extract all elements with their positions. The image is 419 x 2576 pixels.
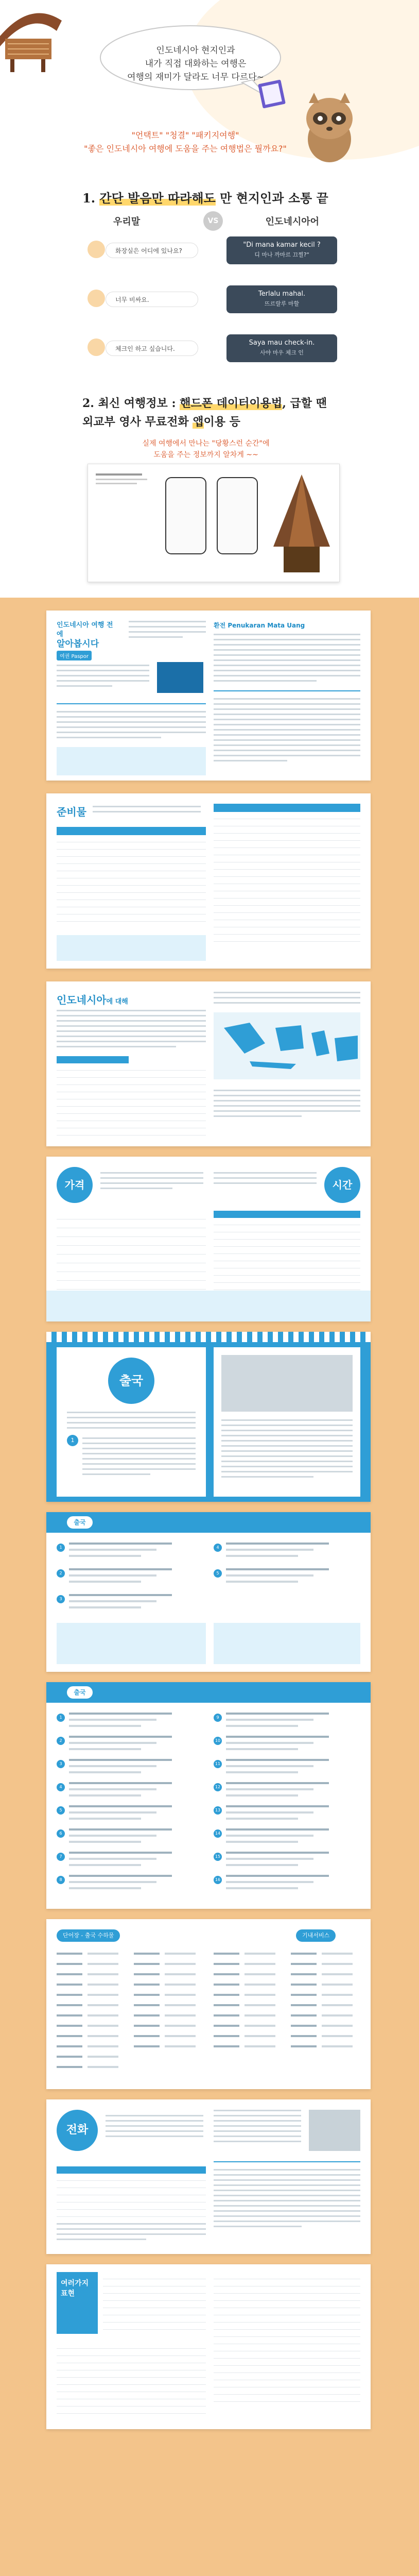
checklist-title: 준비물 xyxy=(57,806,86,818)
face-icon xyxy=(88,338,105,356)
vocab-box xyxy=(214,1623,360,1664)
phrase-item xyxy=(88,234,345,265)
phone-mockup xyxy=(165,477,206,554)
exchange-text-placeholder xyxy=(214,634,360,685)
phone-title: 전화 xyxy=(57,2110,98,2151)
phrase-indonesian: Saya mau check-in. 사야 마우 체크 인 xyxy=(226,334,337,362)
time-table xyxy=(214,1211,360,1290)
app-preview-card xyxy=(88,464,340,582)
guide-page-before-travel xyxy=(46,611,371,781)
phrase-korean: 너무 비싸요. xyxy=(106,292,198,307)
exchange-title: 환전 Penukaran Mata Uang xyxy=(214,622,305,629)
checklist-table xyxy=(57,827,206,922)
expression-table-3 xyxy=(214,2272,360,2402)
checklist-intro-placeholder xyxy=(93,806,201,816)
phrase-row: 5 xyxy=(57,1803,196,1824)
guide-page-price-time xyxy=(46,1157,371,1321)
vocab-box xyxy=(57,1623,206,1664)
phrase-row: 15 xyxy=(214,1850,353,1870)
inflight-label: 기내서비스 xyxy=(296,1929,336,1942)
phrase-row: 7 xyxy=(57,1850,196,1870)
dialogue-row: 2 xyxy=(57,1566,196,1587)
guide-page-about-indonesia xyxy=(46,981,371,1146)
guide-page-departure-dialogue xyxy=(46,1512,371,1672)
phrase-list xyxy=(88,234,345,379)
expression-table-2 xyxy=(57,2342,206,2414)
phone-photo xyxy=(309,2110,360,2151)
dialogue-row: 1 xyxy=(57,1540,196,1561)
dialogue-row: 4 xyxy=(214,1540,353,1561)
section2-title: 2. 최신 여행정보 : 핸드폰 데이터이용법, 급할 땐 외교부 영사 무료전화 앱이용 등 xyxy=(82,397,327,429)
info-text-placeholder xyxy=(214,992,360,1007)
section2-subtitle: 실제 여행에서 만나는 "당황스런 순간"에 도움을 주는 정보까지 알차게 ~~ xyxy=(142,439,270,459)
phone-intro-placeholder xyxy=(106,2115,203,2141)
face-icon xyxy=(88,290,105,307)
phrase-row: 3 xyxy=(57,1757,196,1777)
guide-page-expressions xyxy=(46,2264,371,2429)
step-badge: 1 xyxy=(67,1435,78,1446)
intro-text-placeholder xyxy=(129,621,206,641)
passport-image xyxy=(157,662,203,693)
about-text-placeholder xyxy=(57,1010,206,1051)
guide-page-phone xyxy=(46,2099,371,2254)
phrase-row: 16 xyxy=(214,1873,353,1893)
section-label: 출국 xyxy=(67,1686,93,1699)
phrase-row: 8 xyxy=(57,1873,196,1893)
raccoon-character-icon xyxy=(299,88,360,165)
about-indonesia-title: 인도네시아에 대해 xyxy=(57,994,128,1006)
phrase-row: 12 xyxy=(214,1780,353,1801)
book-icon xyxy=(255,77,291,108)
guide-page-departure-phrases xyxy=(46,1682,371,1909)
country-info-table xyxy=(57,1056,206,1136)
dialogue-row: 5 xyxy=(214,1566,353,1587)
hero-quote: "언택트" "청결" "패키지여행" "좋은 인도네시아 여행에 도움을 주는 여행법은 뭘까요?" xyxy=(84,130,287,154)
price-phrase-list xyxy=(57,1211,206,1290)
section1-title: 1. 간단 발음만 따라해도 만 현지인과 소통 끝 xyxy=(82,191,328,206)
guide-page-vocabulary xyxy=(46,1919,371,2089)
time-title: 시간 xyxy=(324,1167,360,1203)
page-right-column xyxy=(214,621,363,630)
phrase-indonesian: Terlalu mahal. 뜨르랄루 마할 xyxy=(226,285,337,313)
page-right-column xyxy=(214,1347,360,1497)
phrase-row: 14 xyxy=(214,1826,353,1847)
section-label: 출국 xyxy=(67,1516,93,1529)
tower-house-illustration xyxy=(268,469,335,578)
note-box xyxy=(57,935,206,961)
checklist-table-2 xyxy=(214,804,360,942)
airport-photo xyxy=(221,1355,353,1412)
traditional-house-icon xyxy=(0,0,62,72)
phrase-row: 2 xyxy=(57,1734,196,1754)
phrase-row: 4 xyxy=(57,1780,196,1801)
visa-text-placeholder xyxy=(57,711,206,742)
phone-right-placeholder xyxy=(214,2110,301,2146)
phrase-row: 9 xyxy=(214,1710,353,1731)
page-left-column xyxy=(57,621,206,659)
vs-badge: VS xyxy=(203,211,223,231)
dialogue-row: 3 xyxy=(57,1592,196,1613)
phrase-item xyxy=(88,283,345,314)
vocab-label: 단어장 - 출국 수하물 xyxy=(57,1929,120,1942)
indonesia-map xyxy=(214,1012,360,1079)
page-left-column xyxy=(57,1347,206,1497)
passport-tag: 여권 Paspor xyxy=(57,651,92,660)
speech-bubble-text: 인도네시아 현지인과 내가 직접 대화하는 여행은 여행의 재미가 달라도 너무 다르다~ xyxy=(127,45,264,82)
right-text-placeholder xyxy=(221,1419,353,1481)
phrase-row: 10 xyxy=(214,1734,353,1754)
language-comparison-row xyxy=(93,211,335,232)
info-text-placeholder-2 xyxy=(214,1090,360,1121)
phrase-row: 11 xyxy=(214,1757,353,1777)
guide-page-departure xyxy=(46,1332,371,1502)
departure-text-placeholder xyxy=(67,1412,196,1432)
hero-section xyxy=(0,0,419,598)
phone-mockup xyxy=(217,477,258,554)
passport-text-placeholder xyxy=(57,665,149,690)
tip-box xyxy=(57,747,206,775)
price-title: 가격 xyxy=(57,1167,93,1203)
phone-right-placeholder-2 xyxy=(214,2169,360,2231)
phrase-row: 1 xyxy=(57,1710,196,1731)
app-card-text-placeholder xyxy=(96,473,152,487)
phrase-item xyxy=(88,332,345,363)
phrase-korean: 화장실은 어디에 있나요? xyxy=(106,243,198,258)
face-icon xyxy=(88,241,105,258)
phrase-korean: 체크인 하고 싶습니다. xyxy=(106,341,198,356)
phone-table xyxy=(57,2166,206,2217)
expression-table-1 xyxy=(103,2272,206,2330)
indonesian-label: 인도네시아어 xyxy=(265,216,319,227)
expressions-title: 여러가지 표현 xyxy=(57,2272,98,2334)
phrase-indonesian: "Di mana kamar kecil ? 디 마나 까마르 끄찔?" xyxy=(226,236,337,264)
before-travel-title: 인도네시아 여행 전에 알아봅시다 xyxy=(57,621,113,649)
guide-page-checklist xyxy=(46,793,371,969)
departure-title: 출국 xyxy=(108,1358,154,1404)
phone-text-placeholder xyxy=(57,2223,206,2244)
exchange-text-placeholder-2 xyxy=(214,698,360,765)
time-intro-placeholder xyxy=(214,1172,317,1188)
korean-label: 우리말 xyxy=(113,216,141,227)
price-intro-placeholder xyxy=(100,1172,203,1193)
step-text-placeholder xyxy=(82,1437,196,1479)
phrase-row: 6 xyxy=(57,1826,196,1847)
phrase-row: 13 xyxy=(214,1803,353,1824)
